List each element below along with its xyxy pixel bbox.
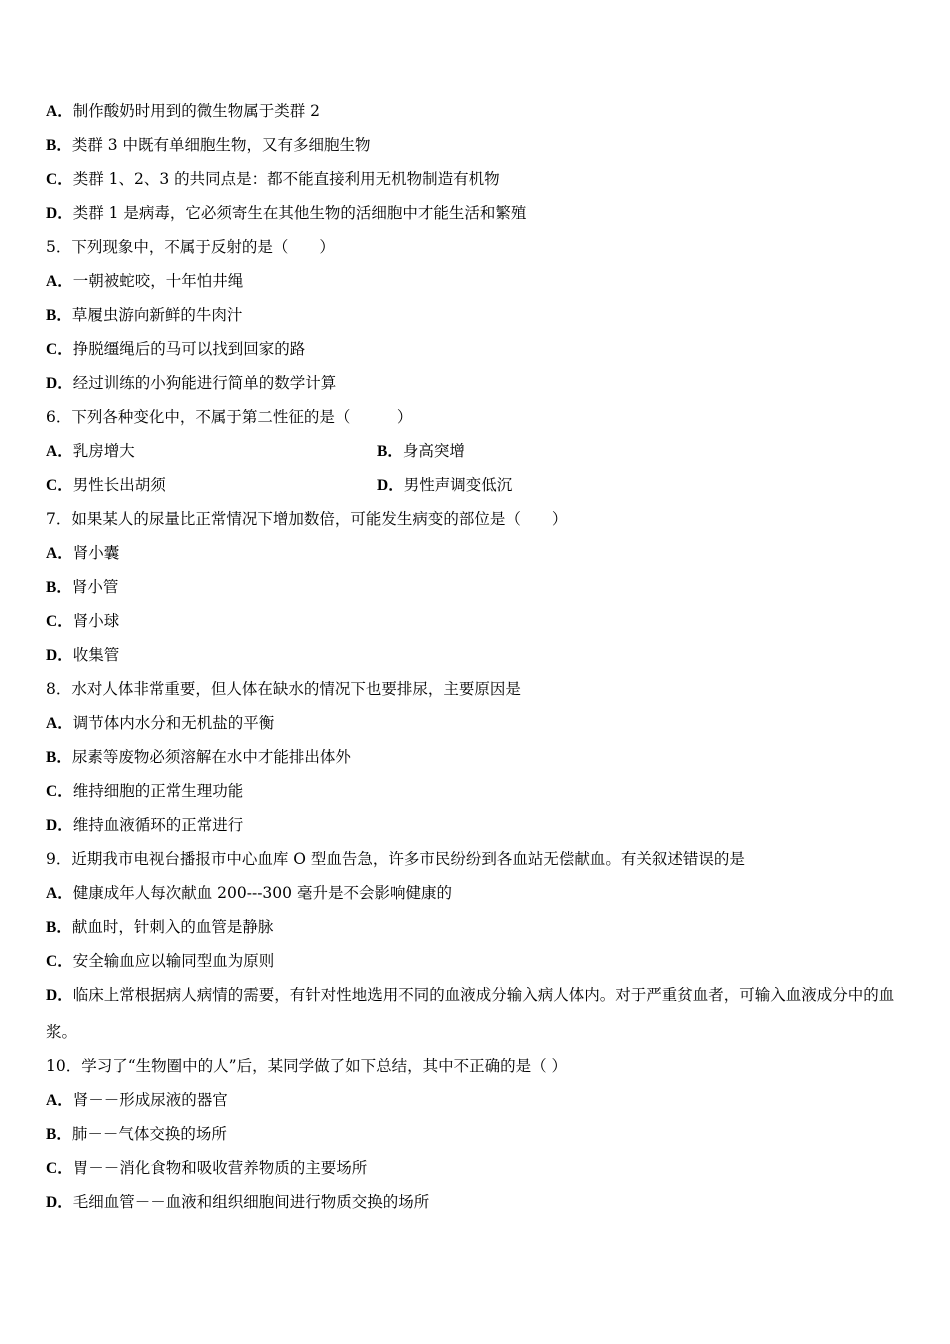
q6-options-row-1	[46, 441, 906, 461]
option-text: 安全输血应以输同型血为原则	[72, 952, 275, 970]
option-letter: A．	[46, 545, 73, 562]
q4-option-a	[46, 101, 320, 122]
q4-option-b	[46, 135, 371, 156]
option-text: 肾小管	[71, 578, 119, 596]
q8-option-a	[46, 713, 274, 734]
q7-option-a	[46, 543, 119, 564]
q8-option-b	[46, 747, 351, 768]
option-text: 乳房增大	[72, 442, 135, 460]
q9-option-c	[46, 951, 274, 972]
q7-option-b	[46, 577, 118, 598]
option-text: 调节体内水分和无机盐的平衡	[72, 714, 275, 732]
q8-option-c	[46, 781, 243, 802]
q9-option-a	[46, 883, 452, 904]
q5-option-a	[46, 271, 243, 292]
option-text: 肾小球	[72, 612, 120, 630]
q5-stem: 5．下列现象中，不属于反射的是（ ）	[46, 238, 335, 256]
option-letter: D．	[377, 477, 404, 494]
option-letter: A．	[46, 1092, 73, 1109]
option-letter: C．	[46, 783, 73, 800]
q6-stem: 6．下列各种变化中，不属于第二性征的是（ ）	[46, 408, 413, 426]
option-letter: C．	[46, 477, 73, 494]
q4-option-c	[46, 169, 500, 190]
q6-options-row-2	[46, 475, 906, 495]
option-letter: A．	[46, 273, 73, 290]
option-text: 胃－－消化食物和吸收营养物质的主要场所	[72, 1159, 368, 1177]
option-text: 尿素等废物必须溶解在水中才能排出体外	[71, 748, 351, 766]
option-text: 类群 1 是病毒，它必须寄生在其他生物的活细胞中才能生活和繁殖	[72, 204, 527, 222]
option-text: 肾小囊	[72, 544, 120, 562]
option-text: 献血时，针刺入的血管是静脉	[71, 918, 274, 936]
option-letter: A．	[46, 715, 73, 732]
option-text: 临床上常根据病人病情的需要，有针对性地选用不同的血液成分输入病人体内。对于严重贫血者，可输入血液成分中的血浆。	[46, 986, 895, 1041]
q6-option-a	[46, 441, 135, 462]
option-text: 肺－－气体交换的场所	[71, 1125, 227, 1143]
option-text: 肾－－形成尿液的器官	[72, 1091, 228, 1109]
q6-option-d	[377, 475, 512, 496]
option-letter: D．	[46, 987, 73, 1004]
option-letter: D．	[46, 1194, 73, 1211]
option-text: 维持血液循环的正常进行	[72, 816, 244, 834]
q10-option-c	[46, 1158, 367, 1179]
option-text: 制作酸奶时用到的微生物属于类群 2	[72, 102, 320, 120]
option-text: 草履虫游向新鲜的牛肉汁	[71, 306, 243, 324]
q10-option-a	[46, 1090, 228, 1111]
option-text: 类群 1、2、3 的共同点是：都不能直接利用无机物制造有机物	[72, 170, 500, 188]
q10-option-d	[46, 1192, 429, 1213]
q9-option-b	[46, 917, 273, 938]
q8-stem: 8．水对人体非常重要，但人体在缺水的情况下也要排尿，主要原因是	[46, 680, 521, 698]
q6-option-b	[377, 441, 465, 462]
option-text: 毛细血管－－血液和组织细胞间进行物质交换的场所	[72, 1193, 430, 1211]
option-letter: B．	[46, 1126, 72, 1143]
option-letter: B．	[46, 137, 72, 154]
q9-option-d	[46, 977, 906, 1051]
q4-option-d	[46, 203, 526, 224]
option-text: 类群 3 中既有单细胞生物，又有多细胞生物	[71, 136, 371, 154]
option-letter: D．	[46, 817, 73, 834]
option-letter: A．	[46, 443, 73, 460]
option-letter: C．	[46, 341, 73, 358]
q6-option-c	[46, 475, 166, 496]
option-text: 挣脱缰绳后的马可以找到回家的路	[72, 340, 306, 358]
option-letter: D．	[46, 647, 73, 664]
option-letter: C．	[46, 613, 73, 630]
option-letter: B．	[46, 749, 72, 766]
q8-option-d	[46, 815, 243, 836]
option-text: 男性长出胡须	[72, 476, 166, 494]
option-text: 经过训练的小狗能进行简单的数学计算	[72, 374, 337, 392]
q7-option-c	[46, 611, 119, 632]
option-letter: B．	[46, 579, 72, 596]
q7-option-d	[46, 645, 119, 666]
option-letter: C．	[46, 953, 73, 970]
option-letter: C．	[46, 171, 73, 188]
option-text: 身高突增	[402, 442, 465, 460]
q5-option-d	[46, 373, 336, 394]
option-letter: B．	[377, 443, 403, 460]
option-letter: D．	[46, 375, 73, 392]
q10-option-b	[46, 1124, 227, 1145]
q9-stem: 9．近期我市电视台播报市中心血库 O 型血告急，许多市民纷纷到各血站无偿献血。有关叙述错误的是	[46, 850, 745, 868]
q5-option-b	[46, 305, 242, 326]
option-letter: A．	[46, 885, 73, 902]
option-letter: B．	[46, 307, 72, 324]
option-letter: A．	[46, 103, 73, 120]
option-letter: D．	[46, 205, 73, 222]
option-text: 收集管	[72, 646, 120, 664]
q5-option-c	[46, 339, 305, 360]
option-letter: C．	[46, 1160, 73, 1177]
option-text: 维持细胞的正常生理功能	[72, 782, 244, 800]
option-text: 男性声调变低沉	[403, 476, 513, 494]
q7-stem: 7．如果某人的尿量比正常情况下增加数倍，可能发生病变的部位是（ ）	[46, 510, 568, 528]
option-text: 一朝被蛇咬，十年怕井绳	[72, 272, 244, 290]
q10-stem: 10．学习了“生物圈中的人”后，某同学做了如下总结，其中不正确的是（ ）	[46, 1057, 568, 1075]
option-letter: B．	[46, 919, 72, 936]
option-text: 健康成年人每次献血 200---300 毫升是不会影响健康的	[72, 884, 452, 902]
